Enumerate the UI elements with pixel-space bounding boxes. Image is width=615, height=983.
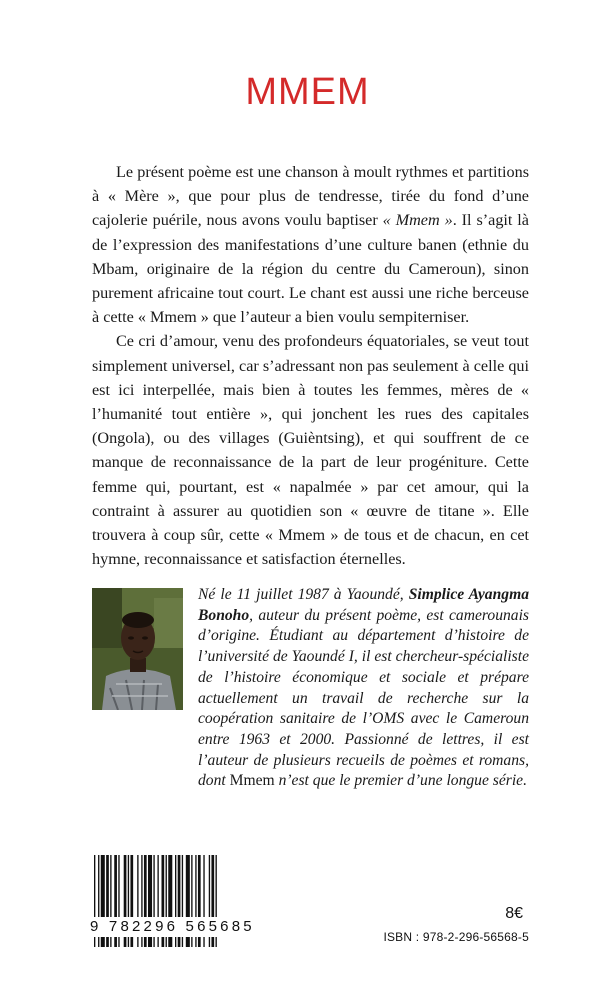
barcode-number: 9 782296 565685	[88, 917, 266, 937]
book-title: MMEM	[245, 71, 370, 113]
price: 8€	[505, 905, 523, 922]
summary-paragraph-2: Ce cri d’amour, venu des profondeurs équatoriales, se veut tout simplement universel, car s’adressant non pas seulement à celle qui est ici interpellée, mais bien à toutes les femmes, mères de « l’humanité tout entière », qui jonchent les rues des capitales (Ongola), ou des villages (Guièntsing), et qui souffrent de ce manque de reconnaissance de la part de leur progéniture. Cette femme qui, pourtant, est « napalmée » par cet amour, qui la contraint à assurer au quotidien son « œuvre de titane ». Elle trouvera à coup sûr, cette « Mmem » de tous et de chacun, en cet hymne, reconnaissance et satisfaction éternelles.	[92, 332, 529, 569]
author-name: Simplice Ayangma Bonoho	[198, 586, 529, 624]
author-photo	[92, 588, 183, 710]
summary-paragraph-1: Le présent poème est une chanson à moult rythmes et partitions à « Mère », que pour plus de tendresse, tirée du fond d’une cajolerie puérile, nous avons voulu baptiser « Mmem ». Il s’agit là de l’expression des manifestations d’une culture banen (ethnie du Mbam, originaire de la région du centre du Cameroun), sinon purement africaine tout court. Le chant est aussi une riche berceuse à cette « Mmem » que l’auteur a bien voulu sempiterniser.	[92, 163, 529, 327]
back-cover-summary	[92, 160, 529, 571]
author-biography: Né le 11 juillet 1987 à Yaoundé, Simplice Ayangma Bonoho, auteur du présent poème, est camerounais d’origine. Étudiant au département d’histoire de l’université de Yaoundé I, il est chercheur-spécialiste de l’histoire économique et sociale et prépare actuellement un travail de recherche sur la coopération sanitaire de l’OMS avec le Cameroun entre 1963 et 2000. Passionné de lettres, il est l’auteur de plusieurs recueils de poèmes et romans, dont Mmem n’est que le premier d’une longue série.	[198, 586, 529, 790]
book-reference: Mmem	[229, 772, 275, 790]
isbn: ISBN : 978-2-296-56568-5	[383, 930, 529, 944]
